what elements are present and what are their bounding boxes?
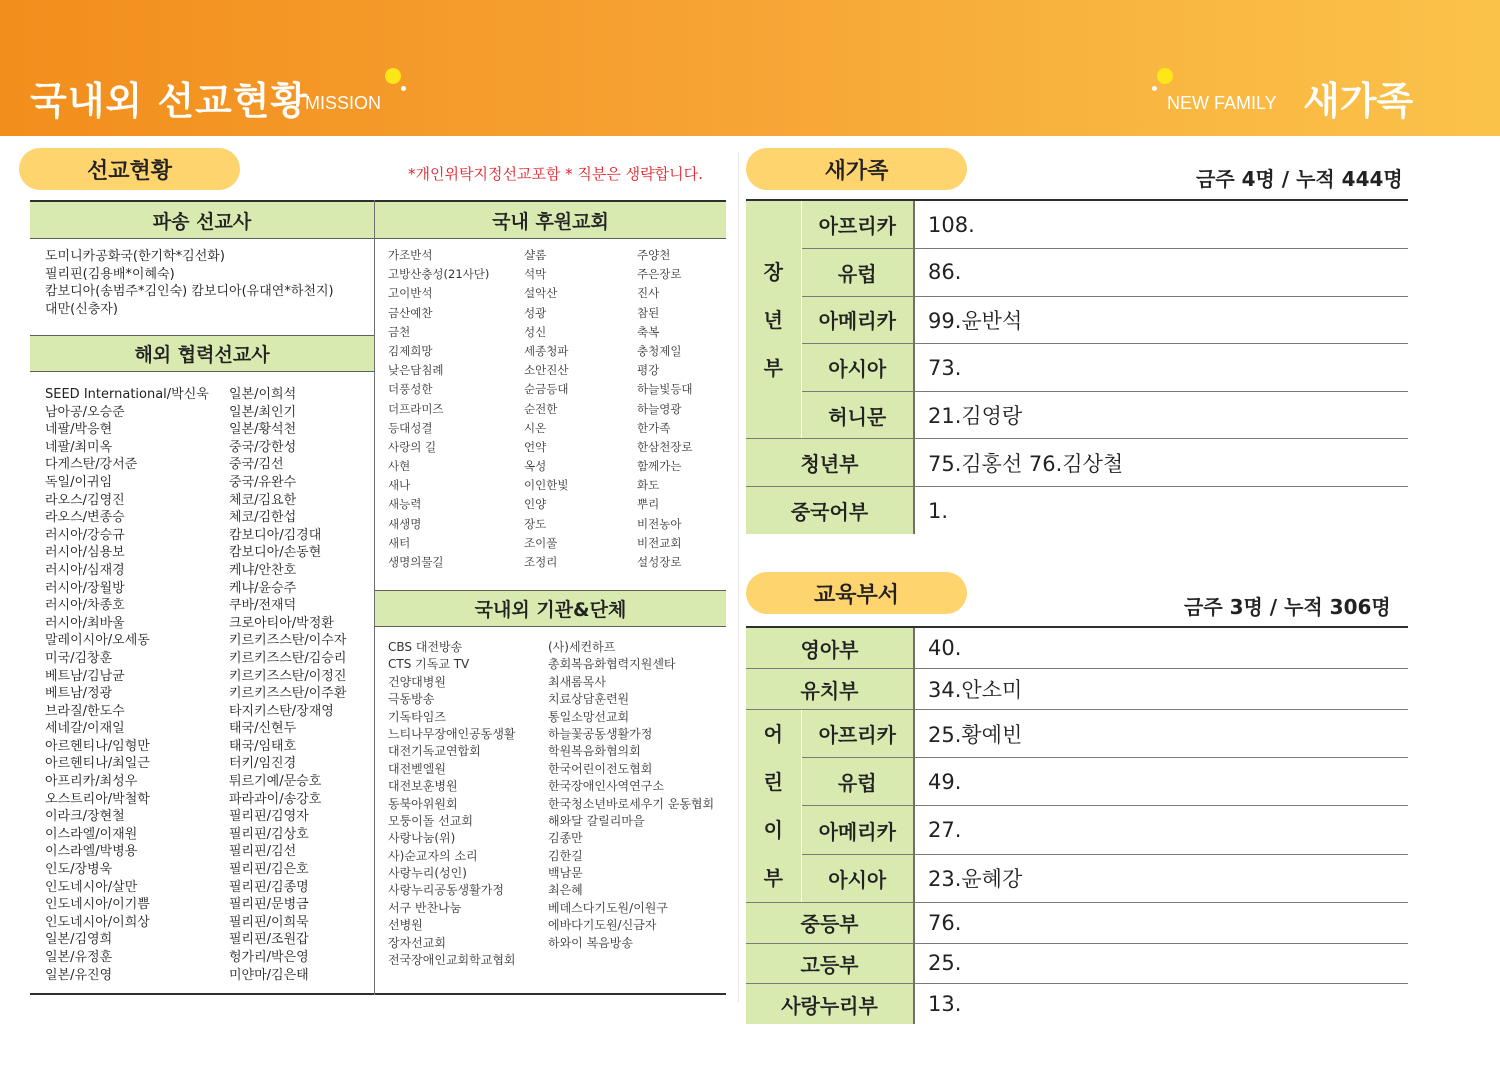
- row-value: 27.: [914, 806, 1408, 854]
- list-item: 필리핀(김용배*이혜숙): [45, 266, 175, 282]
- table-row: [746, 628, 1408, 669]
- list-item: 통일소망선교회: [548, 709, 630, 724]
- list-item: 대전보훈병원: [388, 779, 458, 794]
- list-item: 해와달 갈릴리마을: [548, 813, 645, 828]
- list-item: 태국/임태호: [229, 738, 297, 754]
- white-dot-icon: [401, 86, 406, 91]
- newfamily-table: [746, 201, 1408, 534]
- list-item: 태국/신현두: [229, 721, 297, 737]
- row-label: 아프리카: [801, 709, 914, 757]
- list-item: 등대성결: [388, 420, 433, 435]
- education-pill: 교육부서: [746, 572, 967, 614]
- list-item: 이라크/장현철: [45, 809, 125, 825]
- mission-status-pill: 선교현황: [19, 148, 240, 190]
- row-label: 고등부: [746, 943, 914, 984]
- institutions-col1: [388, 639, 516, 969]
- table-row: [746, 806, 1408, 854]
- row-label: 중등부: [746, 902, 914, 943]
- list-item: 최새롬목사: [548, 674, 606, 689]
- row-value: 23.윤혜강: [914, 854, 1408, 902]
- table-row: [746, 854, 1408, 902]
- list-item: 사)순교자의 소리: [388, 848, 478, 863]
- list-item: 장자선교회: [388, 935, 446, 950]
- list-item: 새나: [388, 478, 411, 493]
- list-item: 한삼천장로: [637, 439, 693, 454]
- list-item: 헝가리/박은영: [229, 950, 309, 965]
- table-row: [746, 487, 1408, 535]
- list-item: 베트남/정광: [45, 686, 113, 702]
- list-item: 일본/이희석: [229, 387, 297, 402]
- list-item: 오스트리아/박철학: [45, 791, 150, 807]
- list-item: 치료상담훈련원: [548, 692, 630, 707]
- list-item: 순금등대: [524, 382, 569, 397]
- list-item: 주은장로: [637, 267, 682, 282]
- row-label: 아시아: [801, 344, 914, 392]
- list-item: 한국장애인사역연구소: [548, 779, 664, 794]
- list-item: 필리핀/김영자: [229, 809, 309, 825]
- institutions-header: 국내외 기관&단체: [375, 590, 726, 627]
- list-item: 더풍성한: [388, 382, 433, 397]
- list-item: 캄보디아(송범주*김인숙) 캄보디아(유대연*하천지): [45, 284, 334, 300]
- list-item: 새생명: [388, 516, 422, 531]
- table-row: [746, 249, 1408, 297]
- list-item: 체코/김요한: [229, 492, 297, 508]
- domestic-churches-col2: [524, 246, 568, 572]
- list-item: 베트남/김남균: [45, 668, 125, 684]
- list-item: 성광: [524, 305, 547, 320]
- list-item: 동북아위원회: [388, 796, 458, 811]
- list-item: 새터: [388, 535, 411, 550]
- list-item: 네팔/박응현: [45, 422, 113, 438]
- domestic-churches-col3: [637, 246, 693, 572]
- list-item: 금산예찬: [388, 305, 433, 320]
- list-item: SEED International/박신욱: [45, 387, 209, 402]
- list-item: 기독타임즈: [388, 709, 446, 724]
- row-value: 99.윤반석: [914, 296, 1408, 344]
- row-value: 75.김홍선 76.김상철: [914, 439, 1408, 487]
- table-row: [746, 201, 1408, 249]
- list-item: 주양천: [637, 248, 671, 262]
- list-item: 필리핀/김은호: [229, 862, 309, 878]
- newfamily-subtitle: NEW FAMILY: [1167, 93, 1277, 113]
- row-value: 40.: [914, 628, 1408, 669]
- row-label: 영아부: [746, 628, 914, 669]
- list-item: 아르헨티나/임형만: [45, 738, 150, 754]
- row-label: 아시아: [801, 854, 914, 902]
- yellow-dot-icon: [1157, 68, 1173, 84]
- list-item: 필리핀/김선: [229, 844, 297, 860]
- list-item: 금천: [388, 324, 411, 339]
- list-item: 이인한빛: [524, 478, 569, 493]
- row-value: 13.: [914, 984, 1408, 1025]
- table-row: [746, 344, 1408, 392]
- list-item: CBS 대전방송: [388, 640, 463, 654]
- table-row: [746, 758, 1408, 806]
- list-item: 샬롬: [524, 248, 547, 262]
- table-row: [746, 391, 1408, 439]
- list-item: 장도: [524, 516, 547, 531]
- list-item: 참된: [637, 305, 660, 320]
- list-item: 일본/최인기: [229, 404, 297, 420]
- list-item: 대전벧엘원: [388, 761, 446, 776]
- list-item: 낮은담침례: [388, 363, 444, 378]
- row-label: 아프리카: [801, 201, 914, 249]
- list-item: 필리핀/김종명: [229, 879, 309, 895]
- list-item: 극동방송: [388, 692, 435, 707]
- education-count: 금주 3명 / 누적 306명: [1184, 595, 1391, 619]
- group-label: 어 린 이 부: [746, 709, 801, 902]
- overseas-missionaries-list-col2: [229, 386, 346, 984]
- list-item: 뿌리: [637, 497, 660, 512]
- list-item: (사)세컨하프: [548, 640, 616, 654]
- yellow-dot-icon: [385, 68, 401, 84]
- list-item: 일본/유진영: [45, 967, 113, 983]
- row-label: 유치부: [746, 669, 914, 710]
- table-row: [746, 902, 1408, 943]
- list-item: 에바다기도원/신금자: [548, 918, 657, 933]
- list-item: 파라과이/송강호: [229, 791, 322, 807]
- list-item: 키르키즈스탄/이주환: [229, 686, 347, 702]
- list-item: 비전교회: [637, 535, 682, 550]
- overseas-missionaries-header: 해외 협력선교사: [30, 335, 374, 372]
- list-item: 백남문: [548, 866, 583, 881]
- list-item: 대전기독교연합회: [388, 744, 481, 759]
- list-item: 고방산충성(21사단): [388, 267, 490, 282]
- row-label: 청년부: [746, 439, 914, 487]
- list-item: 인도/장병욱: [45, 862, 113, 878]
- list-item: 조정리: [524, 555, 558, 569]
- list-item: 캄보디아/손동현: [229, 545, 322, 561]
- list-item: 필리핀/문병금: [229, 897, 309, 913]
- white-dot-icon: [1152, 86, 1157, 91]
- list-item: 러시아/차종호: [45, 598, 125, 614]
- domestic-churches-col1: [388, 246, 489, 572]
- mission-subtitle: MISSION: [305, 93, 382, 113]
- row-value: 25.: [914, 943, 1408, 984]
- row-value: 108.: [914, 201, 1408, 249]
- list-item: 새능력: [388, 497, 422, 512]
- list-item: 평강: [637, 363, 660, 378]
- list-item: 시온: [524, 420, 547, 435]
- list-item: 러시아/장월방: [45, 580, 125, 596]
- list-item: 러시아/심재경: [45, 562, 125, 578]
- list-item: 세종청파: [524, 343, 569, 358]
- mission-note: *개인위탁지정선교포함 * 직분은 생략합니다.: [408, 165, 703, 183]
- education-table: [746, 628, 1408, 1024]
- row-value: 73.: [914, 344, 1408, 392]
- list-item: 가조반석: [388, 248, 433, 262]
- row-label: 아메리카: [801, 806, 914, 854]
- dispatched-missionaries-header: 파송 선교사: [30, 202, 374, 239]
- list-item: 충청제일: [637, 343, 682, 358]
- list-item: 일본/유정훈: [45, 950, 113, 965]
- list-item: 인도네시아/이희상: [45, 914, 150, 930]
- list-item: 크로아티아/박정환: [229, 615, 334, 631]
- row-value: 25.황예빈: [914, 709, 1408, 757]
- list-item: 독일/이귀임: [45, 474, 113, 490]
- list-item: 옥성: [524, 459, 547, 474]
- list-item: 남아공/오승준: [45, 404, 125, 420]
- list-item: 더프라미즈: [388, 401, 444, 416]
- list-item: 중국/강한성: [229, 439, 297, 455]
- list-item: 베데스다기도원/이원구: [548, 900, 668, 915]
- list-item: 러시아/최바울: [45, 615, 125, 631]
- list-item: 학원복음화협의회: [548, 744, 641, 759]
- list-item: 말레이시아/오세동: [45, 633, 150, 649]
- list-item: 모퉁이돌 선교회: [388, 813, 473, 828]
- institutions-col2: [548, 639, 714, 952]
- list-item: 브라질/한도수: [45, 703, 125, 719]
- row-label: 사랑누리부: [746, 984, 914, 1025]
- list-item: 도미니카공화국(한기학*김선화): [45, 249, 225, 264]
- list-item: 화도: [637, 478, 660, 493]
- list-item: 느티나무장애인공동생활: [388, 726, 516, 741]
- table-row: [746, 984, 1408, 1025]
- list-item: 김한길: [548, 848, 583, 863]
- list-item: 성신: [524, 324, 547, 339]
- list-item: 인양: [524, 497, 547, 512]
- list-item: 이스라엘/이재원: [45, 826, 138, 842]
- list-item: 키르키즈스탄/김승리: [229, 650, 347, 666]
- list-item: 러시아/강승규: [45, 527, 125, 543]
- mission-page-title: 국내외 선교현황: [30, 79, 309, 123]
- list-item: 키르키즈스탄/이정진: [229, 668, 347, 684]
- list-item: 석막: [524, 267, 547, 282]
- list-item: 일본/김영희: [45, 932, 113, 948]
- list-item: 하늘빛등대: [637, 382, 693, 397]
- list-item: 중국/유완수: [229, 474, 297, 490]
- list-item: 진사: [637, 286, 660, 301]
- list-item: 최은혜: [548, 883, 583, 898]
- header-banner: [0, 0, 1500, 136]
- list-item: 이스라엘/박병용: [45, 844, 138, 860]
- list-item: 미얀마/김은태: [229, 967, 309, 983]
- row-value: 49.: [914, 758, 1408, 806]
- list-item: 사현: [388, 459, 411, 474]
- row-label: 허니문: [801, 391, 914, 439]
- list-item: 총회복음화협력지원센타: [548, 657, 676, 672]
- list-item: 조이풀: [524, 535, 558, 550]
- list-item: 언약: [524, 439, 547, 454]
- list-item: 하늘꽃공동생활가정: [548, 726, 653, 741]
- list-item: 라오스/변종승: [45, 510, 125, 526]
- group-label: 장 년 부: [746, 201, 801, 439]
- newfamily-pill: 새가족: [746, 148, 967, 190]
- list-item: 한국어린이전도협회: [548, 761, 653, 776]
- list-item: 튀르기예/문승호: [229, 774, 322, 790]
- list-item: 생명의물길: [388, 555, 444, 569]
- list-item: 하와이 복음방송: [548, 935, 633, 950]
- list-item: 비전농아: [637, 516, 682, 531]
- list-item: 설악산: [524, 286, 558, 301]
- list-item: 인도네시아/이기쁨: [45, 897, 150, 913]
- list-item: 전국장애인교회학교협회: [388, 953, 516, 968]
- row-value: 21.김영랑: [914, 391, 1408, 439]
- list-item: 대만(신충자): [45, 301, 118, 317]
- list-item: 중국/김선: [229, 457, 284, 473]
- list-item: 일본/황석천: [229, 422, 297, 438]
- list-item: 필리핀/김상호: [229, 826, 309, 842]
- list-item: 하늘영광: [637, 401, 682, 416]
- list-item: 아프리카/최성우: [45, 774, 138, 790]
- list-item: 고이반석: [388, 286, 433, 301]
- table-row: [746, 296, 1408, 344]
- table-row: [746, 943, 1408, 984]
- list-item: 미국/김창훈: [45, 650, 113, 666]
- row-label: 유럽: [801, 249, 914, 297]
- row-label: 중국어부: [746, 487, 914, 535]
- list-item: 필리핀/조원갑: [229, 932, 309, 948]
- list-item: 러시아/심용보: [45, 545, 125, 561]
- row-value: 1.: [914, 487, 1408, 535]
- list-item: 김제희망: [388, 343, 433, 358]
- list-item: 다게스탄/강서준: [45, 457, 138, 473]
- table-row: [746, 709, 1408, 757]
- list-item: 김종만: [548, 831, 583, 846]
- list-item: 체코/김한섭: [229, 510, 297, 526]
- dispatched-missionaries-list: [45, 248, 334, 318]
- domestic-churches-header: 국내 후원교회: [375, 202, 726, 239]
- list-item: 축복: [637, 324, 660, 339]
- list-item: 사랑누리(성인): [388, 866, 467, 881]
- list-item: 필리핀/이희묵: [229, 914, 309, 930]
- list-item: 케냐/윤승주: [229, 580, 297, 596]
- list-item: 인도네시아/살만: [45, 879, 138, 895]
- list-item: 건양대병원: [388, 674, 446, 689]
- overseas-missionaries-list-col1: [45, 386, 209, 984]
- newfamily-count: 금주 4명 / 누적 444명: [1196, 167, 1403, 191]
- list-item: 세네갈/이재일: [45, 721, 125, 737]
- list-item: 설성장로: [637, 555, 682, 569]
- list-item: 순전한: [524, 401, 558, 416]
- row-value: 34.안소미: [914, 669, 1408, 710]
- list-item: 케냐/안찬호: [229, 562, 297, 578]
- list-item: 캄보디아/김경대: [229, 527, 322, 543]
- list-item: 라오스/김영진: [45, 492, 125, 508]
- list-item: 한가족: [637, 420, 671, 435]
- table-row: [746, 439, 1408, 487]
- list-item: 사랑나눔(위): [388, 831, 456, 846]
- list-item: 선병원: [388, 918, 423, 933]
- list-item: 한국청소년바로세우기 운동협회: [548, 796, 715, 811]
- list-item: 소안진산: [524, 363, 569, 378]
- list-item: 터키/임진경: [229, 756, 297, 772]
- page-center-divider: [738, 152, 739, 1002]
- newfamily-page-title: 새가족: [1303, 79, 1414, 123]
- row-label: 아메리카: [801, 296, 914, 344]
- list-item: 함께가는: [637, 459, 682, 474]
- list-item: 사랑누리공동생활가정: [388, 883, 504, 898]
- row-label: 유럽: [801, 758, 914, 806]
- list-item: CTS 기독교 TV: [388, 657, 470, 672]
- list-item: 사랑의 길: [388, 439, 437, 454]
- list-item: 쿠바/전재덕: [229, 598, 297, 614]
- list-item: 키르키즈스탄/이수자: [229, 633, 347, 649]
- list-item: 네팔/최미옥: [45, 439, 113, 455]
- list-item: 서구 반찬나눔: [388, 900, 462, 915]
- list-item: 아르헨티나/최일근: [45, 756, 150, 772]
- table-row: [746, 669, 1408, 710]
- list-item: 타지키스탄/장재영: [229, 703, 334, 719]
- row-value: 86.: [914, 249, 1408, 297]
- row-value: 76.: [914, 902, 1408, 943]
